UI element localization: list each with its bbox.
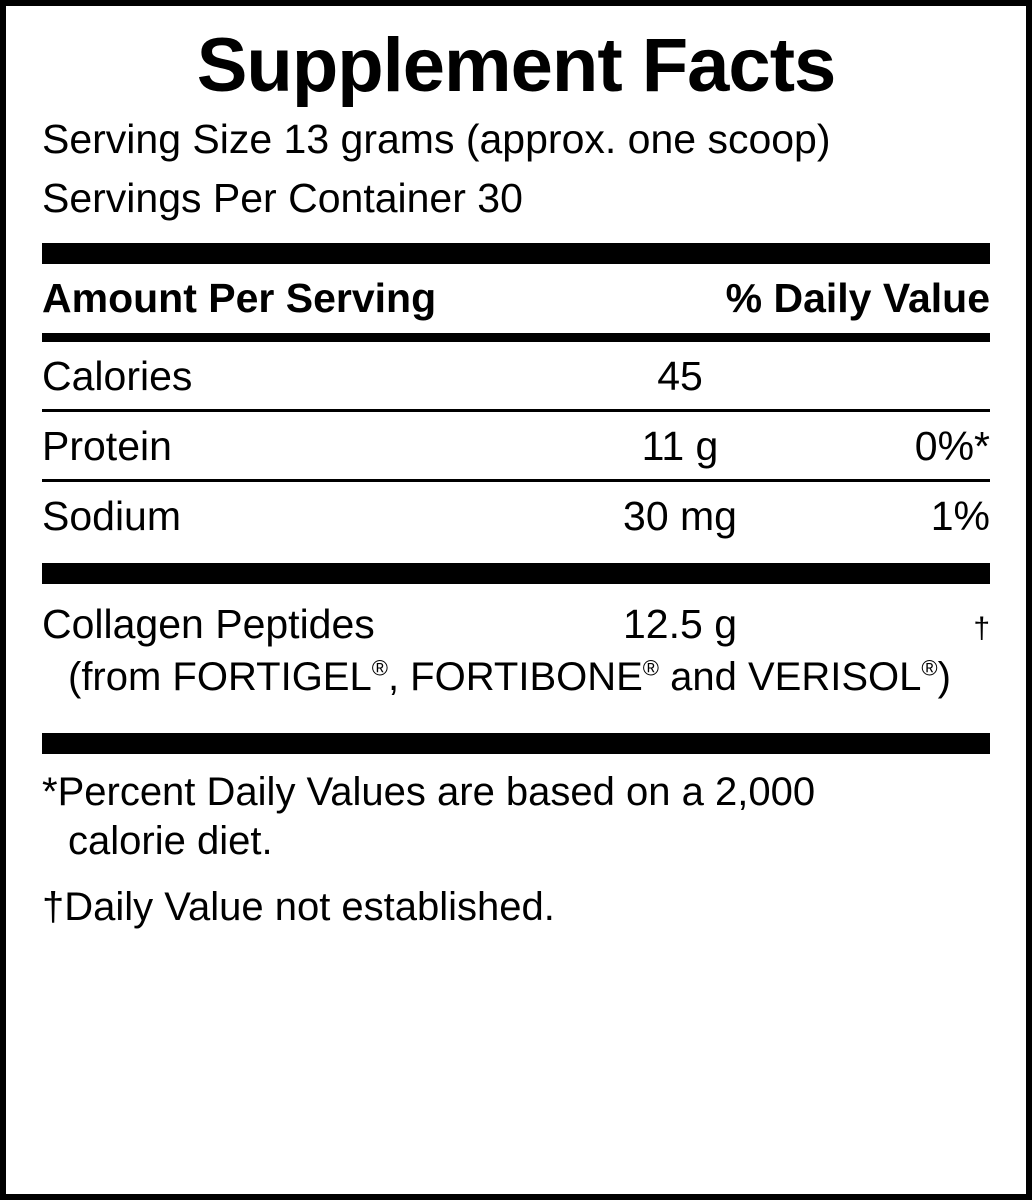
source-join: and VERISOL	[659, 654, 922, 699]
table-header-row	[42, 264, 990, 333]
nutrient-amount: 30 mg	[623, 492, 737, 539]
ingredient-source-line	[42, 647, 990, 719]
nutrient-amount: 11 g	[641, 422, 719, 469]
serving-size-text: Serving Size 13 grams (approx. one scoop)	[42, 116, 831, 162]
registered-trademark-icon: ®	[642, 655, 660, 681]
nutrient-daily-value: 1%	[930, 492, 990, 539]
footnote-dagger: †Daily Value not established.	[42, 885, 555, 930]
source-prefix: (from FORTIGEL	[68, 654, 372, 699]
nutrient-name: Protein	[42, 422, 172, 469]
nutrient-daily-value: 0%*	[914, 422, 990, 469]
amount-per-serving-header: Amount Per Serving	[42, 274, 437, 321]
ingredient-amount: 12.5 g	[623, 600, 737, 647]
table-row	[42, 482, 990, 549]
footnotes	[42, 754, 990, 932]
registered-trademark-icon: ®	[921, 655, 938, 681]
table-row	[42, 412, 990, 479]
divider-medium-header	[42, 333, 990, 342]
servings-per-container-text: Servings Per Container 30	[42, 175, 523, 222]
page-title: Supplement Facts	[196, 23, 836, 108]
registered-trademark-icon: ®	[371, 655, 388, 681]
footnote-line-1: *Percent Daily Values are based on a 2,000	[42, 769, 816, 814]
nutrient-amount: 45	[657, 352, 703, 399]
table-row	[42, 584, 990, 647]
nutrient-name: Calories	[42, 352, 193, 399]
footnote-percent-daily-value	[42, 768, 990, 866]
daily-value-header: % Daily Value	[725, 274, 990, 321]
table-row	[42, 342, 990, 409]
ingredient-daily-value: †	[973, 611, 990, 645]
label-content	[42, 23, 990, 932]
source-suffix: )	[937, 654, 951, 699]
nutrient-name: Sodium	[42, 492, 182, 539]
divider-thick-middle	[42, 563, 990, 584]
divider-thick-bottom	[42, 733, 990, 754]
source-mid: , FORTIBONE	[387, 654, 643, 699]
ingredient-name: Collagen Peptides	[42, 600, 375, 647]
footnote-line-2: calorie diet.	[68, 818, 273, 863]
divider-thick-top	[42, 243, 990, 264]
